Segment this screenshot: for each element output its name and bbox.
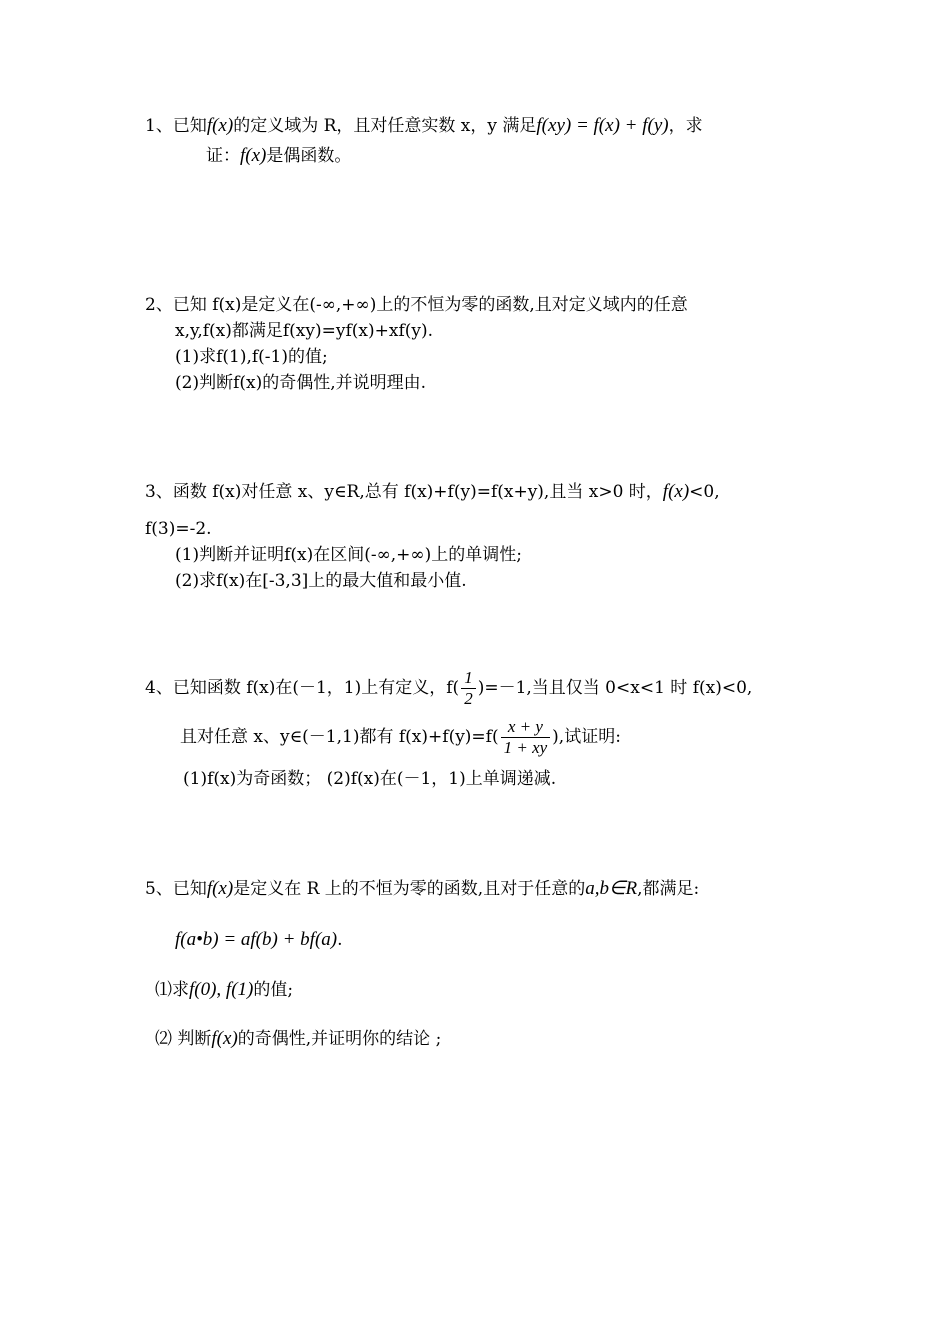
- problem-4-line-3: (1)f(x)为奇函数； (2)f(x)在(－1，1)上单调递减.: [183, 769, 557, 789]
- problem-5-text: ,都满足:: [637, 879, 700, 899]
- math-equation: f(a•b) = af(b) + bf(a): [175, 929, 338, 950]
- math-expression: f(x): [206, 115, 234, 136]
- problem-3-text: <0,: [689, 482, 720, 502]
- problem-5-line-4: [155, 1028, 441, 1050]
- fraction-denominator: 2: [464, 689, 473, 708]
- problem-3-line-1: [145, 481, 720, 503]
- fraction-numerator: 1: [461, 668, 476, 689]
- problem-5-text: 的奇偶性,并证明你的结论 ;: [237, 1029, 442, 1049]
- problem-2-line-1: 2、已知 f(x)是定义在(-∞,+∞)上的不恒为零的函数,且对定义域内的任意: [145, 295, 688, 315]
- fraction-one-half: [461, 668, 476, 709]
- problem-1-text: 的定义域为 R，且对任意实数 x，y 满足: [233, 116, 537, 136]
- problem-4-text: ),试证明:: [552, 727, 621, 747]
- problem-1-line-1: [145, 115, 703, 137]
- problem-4-text: 4、已知函数 f(x)在(－1，1)上有定义，f(: [145, 678, 460, 698]
- math-expression: f(0), f(1): [189, 979, 254, 1000]
- problem-2-line-2: x,y,f(x)都满足f(xy)=yf(x)+xf(y).: [175, 321, 434, 341]
- math-expression: f(x): [662, 481, 690, 502]
- math-expression: f(x): [240, 145, 267, 166]
- math-expression: f(x): [206, 878, 234, 899]
- problem-4-line-1: [145, 668, 752, 709]
- problem-5-text: 是定义在 R 上的不恒为零的函数,且对于任意的: [233, 879, 586, 899]
- problem-2-line-3: (1)求f(1),f(-1)的值;: [175, 347, 328, 367]
- problem-3-line-4: (2)求f(x)在[-3,3]上的最大值和最小值.: [175, 571, 467, 591]
- problem-1-text: 1、已知: [145, 116, 207, 136]
- problem-4-line-2: [180, 717, 621, 758]
- problem-3-text: 3、函数 f(x)对任意 x、y∈R,总有 f(x)+f(y)=f(x+y),且当 x>0 时，: [145, 482, 663, 502]
- problem-5-text: 的值;: [253, 980, 294, 1000]
- problem-5-line-3: [155, 979, 293, 1001]
- problem-3-line-2: f(3)=-2.: [145, 519, 212, 539]
- problem-1-text: 是偶函数。: [266, 146, 352, 166]
- problem-5-text: ⑵ 判断: [155, 1029, 212, 1049]
- problem-5-line-1: [145, 878, 699, 900]
- problem-1-text: 证：: [206, 146, 240, 166]
- problem-4-text: 且对任意 x、y∈(－1,1)都有 f(x)+f(y)=f(: [180, 727, 499, 747]
- problem-3-line-3: (1)判断并证明f(x)在区间(-∞,+∞)上的单调性;: [175, 545, 522, 565]
- fraction-denominator: 1 + xy: [503, 738, 548, 757]
- fraction-numerator: x + y: [501, 717, 551, 738]
- fraction-x-plus-y: [501, 717, 551, 758]
- problem-5-text: ⑴求: [155, 980, 189, 1000]
- problem-5-text: .: [337, 930, 343, 950]
- problem-5-line-2: [175, 929, 343, 951]
- problem-2-line-4: (2)判断f(x)的奇偶性,并说明理由.: [175, 373, 427, 393]
- math-expression: a,b∈R: [585, 878, 638, 899]
- problem-4-text: )=－1,当且仅当 0<x<1 时 f(x)<0,: [477, 678, 753, 698]
- math-expression: f(x): [211, 1028, 238, 1049]
- math-equation: f(xy) = f(x) + f(y): [536, 115, 669, 136]
- problem-1-line-2: [206, 145, 351, 167]
- problem-5-text: 5、已知: [145, 879, 207, 899]
- problem-1-text: ，求: [668, 116, 703, 136]
